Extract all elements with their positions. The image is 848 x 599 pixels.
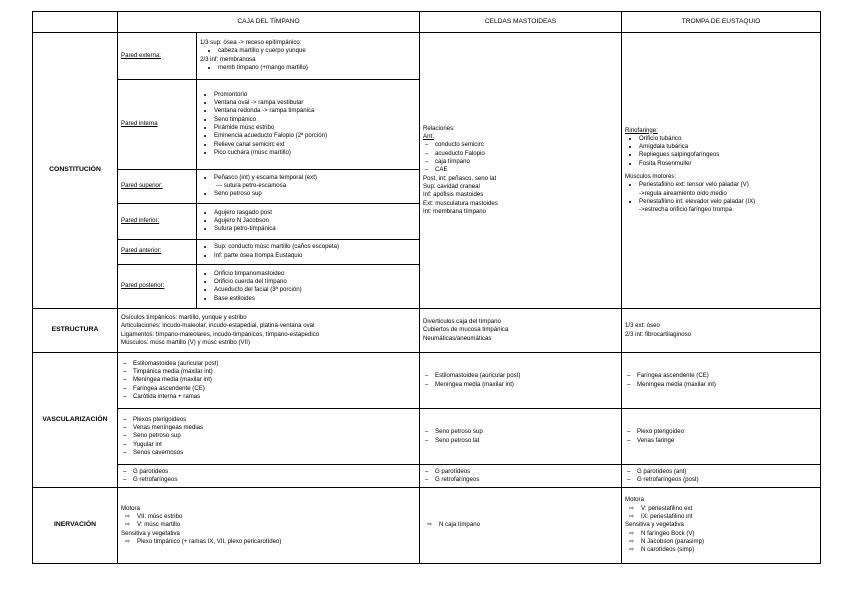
vasc-item: – Meníngea media (maxilar int) bbox=[425, 381, 618, 389]
mastoid-inervacion-cell bbox=[420, 488, 622, 564]
trompa-linfatica-cell bbox=[622, 465, 821, 488]
vasc-item: – G parotídeos (ant) bbox=[627, 468, 817, 476]
trompa-arterial-cell bbox=[622, 353, 821, 409]
wall-name: Pared superior: bbox=[118, 169, 197, 203]
wall-content bbox=[197, 239, 420, 264]
inerv-item: ⇨ N Jacobson (parasimp) bbox=[629, 538, 817, 546]
mastoid-ext: Ext: musculatura mastoides bbox=[423, 199, 498, 207]
vasc-item: – Estilomastoidea (auricular post) bbox=[425, 372, 618, 380]
inerv-item: ⇨ VII: músc estribo bbox=[125, 513, 416, 521]
trompa-musc-line: Periestafilino ext: tensor velo paladar (V) bbox=[639, 181, 749, 189]
vasc-item: – Estilomastoidea (auricular post) bbox=[123, 360, 416, 368]
vasc-item: – Senos cavernosos bbox=[123, 449, 416, 457]
mastoid-venosa-cell bbox=[420, 409, 622, 465]
trompa-constitucion-cell bbox=[622, 33, 821, 309]
wall-name: Pared inferior: bbox=[118, 203, 197, 239]
header-row bbox=[33, 12, 821, 33]
vasc-item: – Plexos pterigoideos bbox=[123, 416, 416, 424]
vasc-item: – Venas faringe bbox=[627, 437, 817, 445]
mastoid-post: Post, int: peñasco, seno lat bbox=[423, 174, 497, 182]
vasc-item: – Meníngea media (maxilar int) bbox=[123, 376, 416, 384]
wall-content bbox=[197, 33, 420, 79]
inerv-item: ⇨ V: músc martillo bbox=[125, 521, 416, 529]
vasc-item: – Faríngea ascendente (CE) bbox=[627, 372, 817, 380]
section-inervacion: INERVACIÓN bbox=[33, 488, 118, 564]
wall-line: • Relieve canal semicirc ext bbox=[214, 141, 416, 149]
estructura-line: 1/3 ext: óseo bbox=[625, 322, 660, 330]
trompa-musc-item bbox=[639, 181, 817, 198]
vasc-item: – Seno petroso sup bbox=[425, 428, 618, 436]
vasc-item: – Timpánica media (maxilar int) bbox=[123, 368, 416, 376]
wall-line: • Sup: conducto músc martillo (caños escopeta) bbox=[214, 243, 416, 251]
wall-line: • Pirámide músc estribo bbox=[214, 124, 416, 132]
wall-line: 1/3 sup: ósea -> receso epitimpánico: bbox=[200, 39, 302, 47]
mastoid-linfatica-cell bbox=[420, 465, 622, 488]
trompa-rino-item: • Fosita Rosenmuller bbox=[639, 160, 817, 168]
section-estructura: ESTRUCTURA bbox=[33, 309, 118, 353]
header-caja: CAJA DEL TÍMPANO bbox=[118, 12, 420, 33]
anatomy-table-page bbox=[32, 11, 820, 564]
wall-name: Pared interna bbox=[118, 79, 197, 169]
trompa-venosa-cell bbox=[622, 409, 821, 465]
vasc-item: – Seno petroso sup bbox=[123, 432, 416, 440]
inervacion-row bbox=[33, 488, 821, 564]
wall-content bbox=[197, 169, 420, 203]
inerv-motora: Motora bbox=[625, 496, 644, 504]
mastoid-relaciones: Relaciones: bbox=[423, 124, 455, 132]
constitucion-row bbox=[33, 33, 821, 309]
mastoid-arterial-cell bbox=[420, 353, 622, 409]
vasc-item: – Seno petroso lat bbox=[425, 437, 618, 445]
wall-name: Pared posterior: bbox=[118, 264, 197, 308]
inerv-item: ⇨ N carotídeos (simp) bbox=[629, 546, 817, 554]
estructura-line: Articulaciones: incudo-maleolar, incudo-estapedial, platina-ventana oval bbox=[121, 322, 315, 330]
inerv-sensitiva: Sensitiva y vegetativa bbox=[625, 521, 684, 529]
caja-walls-cell bbox=[118, 33, 420, 309]
wall-line: • Orificio cuerda del tímpano bbox=[214, 278, 416, 286]
trompa-rinofaringe: Rinofaringe: bbox=[625, 126, 658, 134]
vasc-item: – Plexo pterigoideo bbox=[627, 428, 817, 436]
walls-table bbox=[118, 33, 419, 308]
wall-row bbox=[118, 239, 419, 264]
trompa-estructura-cell bbox=[622, 309, 821, 353]
trompa-musc-line: Periestafilino int: elevador velo paladar (IX) bbox=[639, 197, 756, 205]
header-celdas: CELDAS MASTOIDEAS bbox=[420, 12, 622, 33]
trompa-rino-item: • Orificio tubárico bbox=[639, 135, 817, 143]
inerv-item: ⇨ N faríngeo Bock (V) bbox=[629, 530, 817, 538]
mastoid-sup: Sup: cavidad craneal bbox=[423, 182, 480, 190]
inerv-motora: Motora bbox=[121, 504, 140, 512]
wall-line: • Inf: parte ósea trompa Eustaquio bbox=[214, 252, 416, 260]
wall-name: Pared externa: bbox=[118, 33, 197, 79]
estructura-row bbox=[33, 309, 821, 353]
trompa-musc-line: ->regula aireamiento oído medio bbox=[639, 189, 727, 197]
vasc-linfatica-row bbox=[33, 465, 821, 488]
mastoid-ant-item: – acueducto Falopio bbox=[425, 150, 618, 158]
trompa-musculos: Músculos motores: bbox=[625, 173, 677, 180]
trompa-inervacion-cell bbox=[622, 488, 821, 564]
mastoid-ant-label: Ant: bbox=[423, 133, 434, 141]
mastoid-constitucion-cell bbox=[420, 33, 622, 309]
section-constitucion: CONSTITUCIÓN bbox=[33, 33, 118, 309]
vasc-item: – Faríngea ascendente (CE) bbox=[123, 385, 416, 393]
inerv-item: ⇨ Plexo timpánico (+ ramas IX, VII, plexo pericarotídeo) bbox=[125, 538, 416, 546]
mastoid-ant-item: – conducto semicirc bbox=[425, 141, 618, 149]
trompa-rino-item: • Amígdala tubárica bbox=[639, 143, 817, 151]
estructura-line: Músculos: músc martillo (V) y músc estribo (VII) bbox=[121, 338, 251, 346]
wall-row bbox=[118, 79, 419, 169]
vasc-item: – G parotídeos bbox=[425, 468, 618, 476]
inerv-sensitiva: Sensitiva y vegetativa bbox=[121, 529, 180, 537]
wall-row bbox=[118, 169, 419, 203]
header-empty bbox=[33, 12, 118, 33]
vasc-item: – Yugular int bbox=[123, 441, 416, 449]
wall-content bbox=[197, 203, 420, 239]
vasc-item: – G parotídeos bbox=[123, 468, 416, 476]
wall-content bbox=[197, 264, 420, 308]
wall-line: 2/3 inf: membranosa bbox=[200, 55, 256, 63]
inerv-item: ⇨ N caja tímpano bbox=[427, 521, 618, 529]
estructura-line: 2/3 int: fibrocartilaginoso bbox=[625, 330, 692, 338]
mastoid-ant-item: – CAE bbox=[425, 166, 618, 174]
trompa-rino-item: • Repliegues salpingofaríngeos bbox=[639, 151, 817, 159]
vasc-item: – Venas meníngeas medias bbox=[123, 424, 416, 432]
wall-line: • Acueducto del facial (3ª porción) bbox=[214, 286, 416, 294]
wall-row bbox=[118, 203, 419, 239]
wall-line: • Base estiloides bbox=[214, 295, 416, 303]
wall-line: • Sutura petro-timpánica bbox=[214, 225, 416, 233]
wall-line: • Seno petroso sup bbox=[214, 190, 416, 198]
caja-estructura-cell bbox=[118, 309, 420, 353]
inerv-item: ⇨ V: periestafilino ext bbox=[629, 505, 817, 513]
wall-line: • Eminencia acueducto Falopio (2ª porción) bbox=[214, 132, 416, 140]
wall-line: • Agujero rasgado post bbox=[214, 209, 416, 217]
wall-line: • Orificio timpanomastoideo bbox=[214, 270, 416, 278]
caja-venosa-cell bbox=[118, 409, 420, 465]
wall-row bbox=[118, 264, 419, 308]
mastoid-inf: Inf: apófisis mastoides bbox=[423, 191, 484, 199]
estructura-line: Diverticulos caja del tímpano bbox=[423, 318, 501, 326]
wall-line: • Agujero N Jacobson bbox=[214, 217, 416, 225]
mastoid-estructura-cell bbox=[420, 309, 622, 353]
wall-name: Pared anterior: bbox=[118, 239, 197, 264]
wall-row bbox=[118, 33, 419, 79]
vasc-venosa-row bbox=[33, 409, 821, 465]
vasc-item: – G retrofaríngeos bbox=[425, 476, 618, 484]
wall-line: • Peñasco (int) y escama temporal (ext) bbox=[214, 174, 416, 182]
vasc-item: – G retrofaríngeos bbox=[123, 476, 416, 484]
wall-line: • Seno timpánico bbox=[214, 116, 416, 124]
wall-line: • Pico cuchara (músc martillo) bbox=[214, 149, 416, 157]
wall-line: • memb tímpano (+mango martillo) bbox=[218, 64, 416, 72]
inerv-item: ⇨ IX: periestafilino int bbox=[629, 513, 817, 521]
estructura-line: Ligamentos: tímpano-maleolares, incudo-timpánicos, tímpano-estapedico bbox=[121, 330, 320, 338]
mastoid-ant-item: – caja tímpano bbox=[425, 158, 618, 166]
caja-inervacion-cell bbox=[118, 488, 420, 564]
vasc-item: – Carótida interna + ramas bbox=[123, 393, 416, 401]
trompa-musc-item bbox=[639, 198, 817, 215]
trompa-musc-line: ->estrecha orificio faríngeo trompa bbox=[639, 206, 732, 214]
wall-line: • cabeza martillo y cuerpo yunque bbox=[218, 47, 416, 55]
wall-line: • Promontorio bbox=[214, 91, 416, 99]
vasc-item: – Meníngea media (maxilar int) bbox=[627, 381, 817, 389]
estructura-line: Osículos timpánicos: martillo, yunque y estribo bbox=[121, 313, 247, 321]
wall-line: • Ventana redonda -> rampa timpánica bbox=[214, 107, 416, 115]
wall-content bbox=[197, 79, 420, 169]
caja-arterial-cell bbox=[118, 353, 420, 409]
estructura-line: Neumáticas/aneumáticas bbox=[423, 334, 492, 342]
wall-line: --- sutura petro-escamosa bbox=[216, 181, 287, 189]
vasc-arterial-row bbox=[33, 353, 821, 409]
middle-ear-table bbox=[32, 11, 821, 564]
section-vascularizacion: VASCULARIZACIÓN bbox=[33, 353, 118, 488]
estructura-line: Cubiertos de mucosa timpánica bbox=[423, 326, 509, 334]
caja-linfatica-cell bbox=[118, 465, 420, 488]
mastoid-int: Int: membrana tímpano bbox=[423, 207, 486, 215]
header-trompa: TROMPA DE EUSTAQUIO bbox=[622, 12, 821, 33]
vasc-item: – G retrofaríngeos (post) bbox=[627, 476, 817, 484]
wall-line: • Ventana oval -> rampa vestibular bbox=[214, 99, 416, 107]
